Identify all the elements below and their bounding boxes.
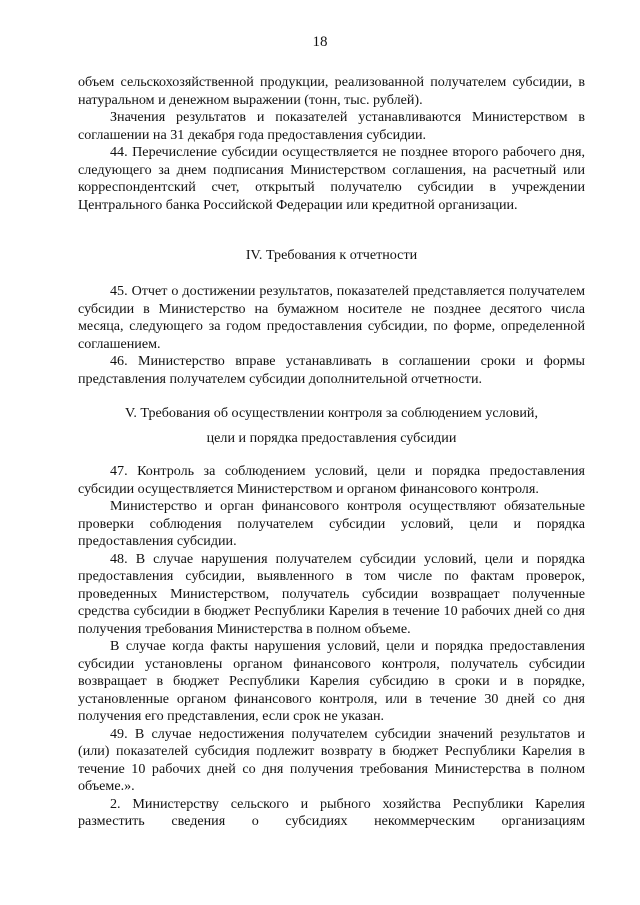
paragraph: 44. Перечисление субсидии осуществляется не позднее второго рабочего дня, следующего за днем подписания Министерством соглашения, на расчетный или корреспондентский счет, открытый получателю субсидии в учреждении Центрального банка Российской Федерации или кредитной организации.: [78, 144, 585, 213]
paragraph: 2. Министерству сельского и рыбного хозяйства Республики Карелия разместить сведения о субсидиях некоммерческим организациям: [78, 795, 585, 829]
paragraph: 48. В случае нарушения получателем субсидии условий, цели и порядка предоставления субсидии, выявленного в том числе по фактам проверок, проведенных Министерством, получатель субсидии возвращает полученные средства субсидии в бюджет Республики Карелия в течение 10 рабочих дней со дня получения требования Министерства в полном объеме.: [78, 550, 585, 637]
section-heading-5: [78, 403, 585, 448]
paragraph: 46. Министерство вправе устанавливать в соглашении сроки и формы представления получателем субсидии дополнительной отчетности.: [78, 353, 585, 387]
paragraph: Значения результатов и показателей устанавливаются Министерством в соглашении на 31 декабря года предоставления субсидии.: [78, 109, 585, 143]
text-block-1: [78, 74, 585, 214]
paragraph: Министерство и орган финансового контроля осуществляют обязательные проверки соблюдения получателем субсидии условий, цели и порядка предоставления субсидии.: [78, 498, 585, 549]
text-block-3: [78, 463, 585, 831]
page-number: 18: [312, 34, 328, 50]
paragraph: объем сельскохозяйственной продукции, реализованной получателем субсидии, в натуральном и денежном выражении (тонн, тыс. рублей).: [78, 74, 585, 108]
section-heading-5-line-2: цели и порядка предоставления субсидии: [206, 430, 457, 446]
paragraph: В случае когда факты нарушения условий, цели и порядка предоставления субсидии установлены органом финансового контроля, получатель субсидии возвращает в бюджет Республики Карелия субсидию в сроки и в порядке, установленные органом финансового контроля, или в течение 30 дней со дня получения его представления, если срок не указан.: [78, 638, 585, 724]
section-heading-5-line-1: V. Требования об осуществлении контроля за соблюдением условий,: [124, 405, 539, 421]
paragraph: 45. Отчет о достижении результатов, показателей представляется получателем субсидии в Министерство на бумажном носителе не позднее десятого числа месяца, следующего за годом предоставления субсидии, по форме, определенной соглашением.: [78, 283, 585, 352]
text-block-2: [78, 283, 585, 388]
section-heading-4: IV. Требования к отчетности: [245, 247, 418, 263]
paragraph: 49. В случае недостижения получателем субсидии значений результатов и (или) показателей субсидия подлежит возврату в бюджет Республики Карелия в течение 10 рабочих дней со дня получения требования Министерства в полном объеме.».: [78, 725, 585, 794]
paragraph: 47. Контроль за соблюдением условий, цели и порядка предоставления субсидии осуществляется Министерством и органом финансового контроля.: [78, 463, 585, 497]
